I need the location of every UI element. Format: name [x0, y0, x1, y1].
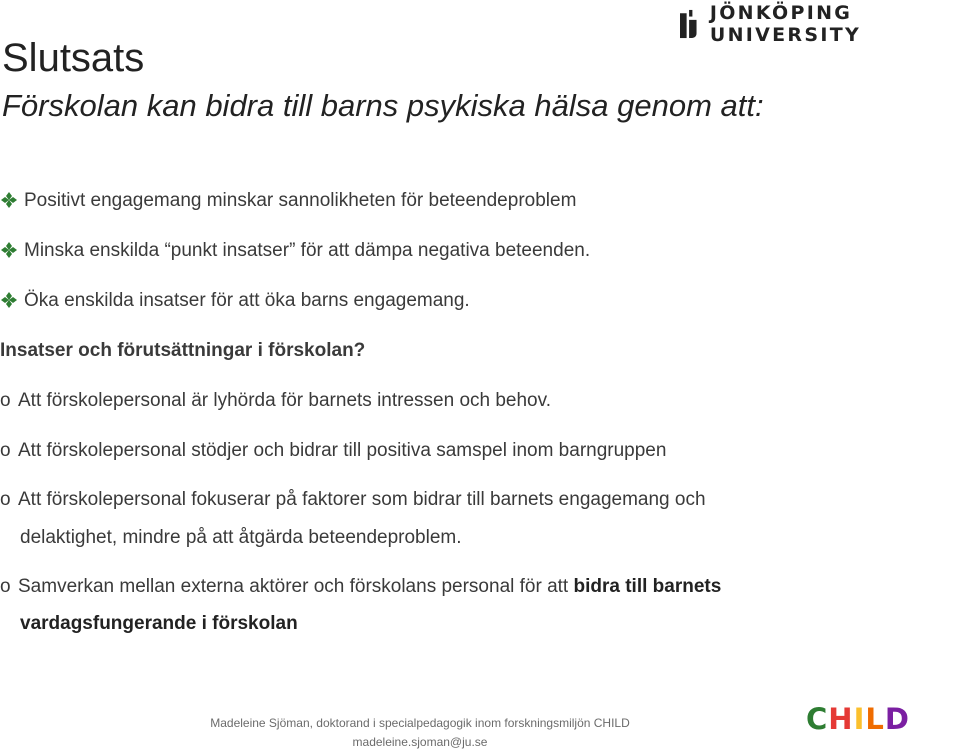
university-logo: [680, 2, 960, 46]
ju-logo-icon: [680, 7, 700, 41]
list-item-continuation: delaktighet, mindre på att åtgärda beteendeproblem.: [20, 527, 462, 548]
slide-title: Slutsats: [2, 36, 145, 80]
footer-email: madeleine.sjoman@ju.se: [352, 735, 488, 749]
bullet-text: Minska enskilda “punkt insatser” för att dämpa negativa beteenden.: [24, 240, 591, 261]
university-name: JÖNKÖPING UNIVERSITY: [709, 2, 862, 46]
slide-footer: [0, 714, 840, 752]
list-item: [0, 440, 666, 462]
bullet-text: Öka enskilda insatser för att öka barns engagemang.: [24, 290, 470, 311]
bullet-item: [0, 290, 470, 312]
list-item-text: Att förskolepersonal stödjer och bidrar till positiva samspel inom barngruppen: [18, 440, 667, 461]
list-item: [0, 390, 551, 412]
list-item-continuation: vardagsfungerande i förskolan: [20, 613, 298, 634]
list-item-text: Att förskolepersonal fokuserar på faktorer som bidrar till barnets engagemang och: [18, 489, 706, 510]
circle-bullet-icon: o: [0, 440, 11, 461]
list-item: [0, 489, 706, 511]
section-heading: Insatser och förutsättningar i förskolan?: [0, 340, 366, 361]
diamond-bullet-icon: [0, 241, 18, 259]
diamond-bullet-icon: [0, 191, 18, 209]
child-logo: CHILD: [806, 702, 910, 736]
list-item-text: Att förskolepersonal är lyhörda för barnets intressen och behov.: [18, 390, 551, 411]
circle-bullet-icon: o: [0, 576, 11, 597]
list-item: [0, 576, 721, 598]
list-item-text: Samverkan mellan externa aktörer och förskolans personal för att: [18, 576, 574, 597]
list-item-bold-text: bidra till barnets: [573, 576, 722, 597]
circle-bullet-icon: o: [0, 489, 11, 510]
footer-author: Madeleine Sjöman, doktorand i specialpedagogik inom forskningsmiljön CHILD: [210, 716, 630, 730]
bullet-item: [0, 190, 576, 212]
diamond-bullet-icon: [0, 291, 18, 309]
bullet-text: Positivt engagemang minskar sannolikheten för beteendeproblem: [24, 190, 577, 211]
circle-bullet-icon: o: [0, 390, 11, 411]
bullet-item: [0, 240, 590, 262]
slide-subtitle: Förskolan kan bidra till barns psykiska hälsa genom att:: [2, 88, 764, 123]
